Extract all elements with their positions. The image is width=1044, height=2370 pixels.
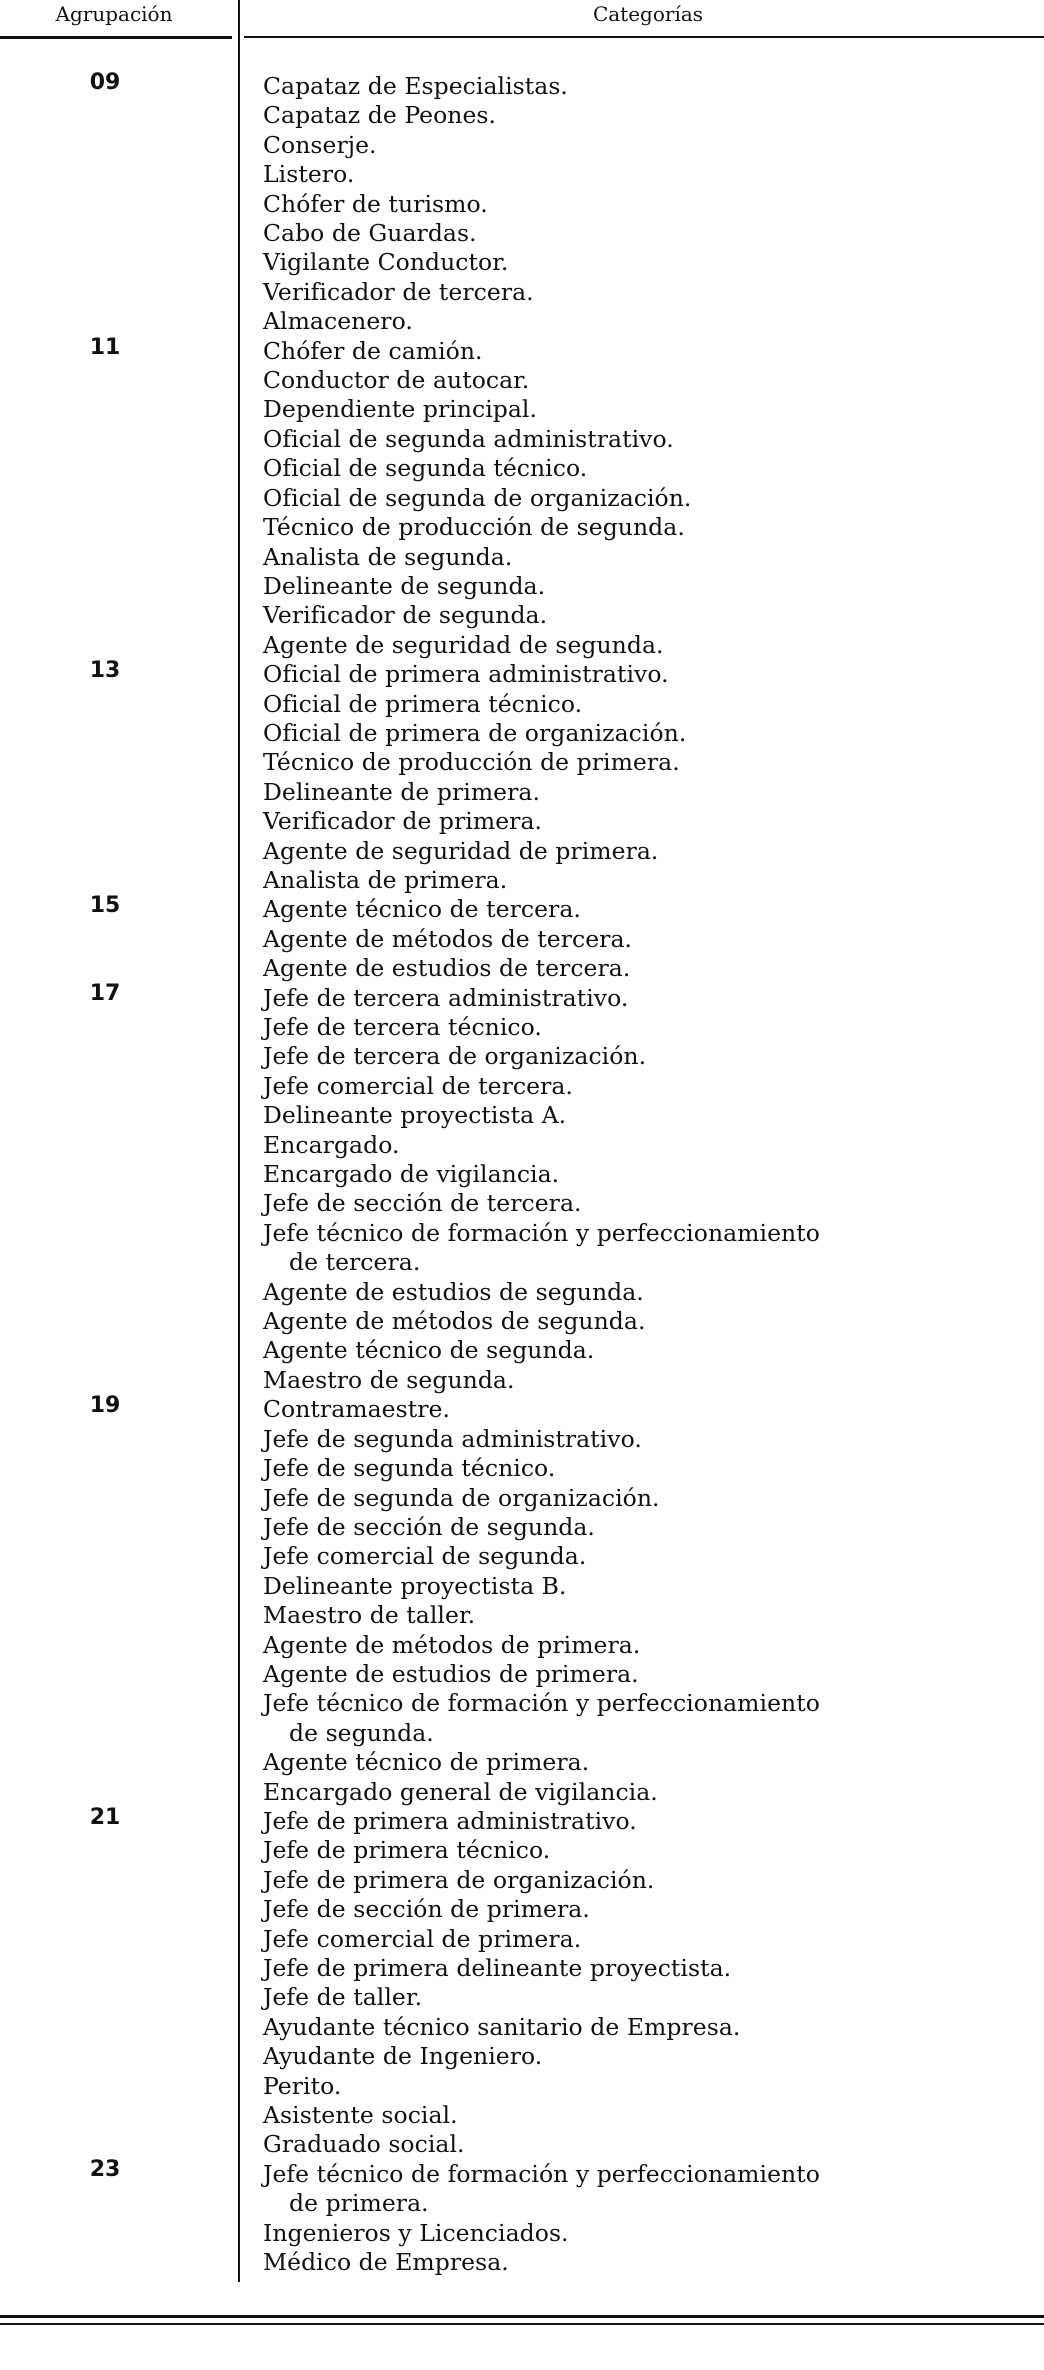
category-item: Agente de seguridad de primera.	[263, 836, 659, 865]
category-item: Maestro de segunda.	[263, 1365, 515, 1394]
category-item: Delineante proyectista B.	[263, 1571, 567, 1600]
category-item: Graduado social.	[263, 2130, 465, 2159]
category-item: Jefe técnico de formación y perfeccionamiento	[263, 1689, 820, 1718]
category-item: Jefe comercial de tercera.	[263, 1071, 573, 1100]
category-item: Oficial de segunda administrativo.	[263, 424, 674, 453]
category-item: Analista de segunda.	[263, 542, 513, 571]
category-item: Agente de métodos de primera.	[263, 1630, 641, 1659]
footer-rule-thick	[0, 2315, 1044, 2318]
group-code: 17	[89, 981, 121, 1007]
category-item: Contramaestre.	[263, 1395, 450, 1424]
category-item: Perito.	[263, 2071, 342, 2100]
header-agrupacion: Agrupación	[55, 2, 173, 26]
category-item: Jefe técnico de formación y perfeccionamiento	[263, 2159, 820, 2188]
category-item: Jefe de tercera técnico.	[263, 1013, 542, 1041]
group-code: 21	[89, 1804, 121, 1830]
category-item: Agente de métodos de segunda.	[263, 1307, 646, 1336]
category-item: Jefe de tercera administrativo.	[263, 983, 629, 1012]
group-code: 15	[89, 893, 121, 919]
category-item: Oficial de primera técnico.	[263, 689, 583, 718]
category-item: Agente técnico de tercera.	[263, 895, 581, 924]
group-code: 23	[89, 2157, 121, 2183]
category-item: Jefe de primera técnico.	[263, 1836, 551, 1865]
category-item: Jefe de taller.	[263, 1983, 423, 2012]
category-item: Agente de estudios de segunda.	[263, 1277, 644, 1306]
category-item: Oficial de primera administrativo.	[263, 660, 669, 689]
category-item: Encargado de vigilancia.	[263, 1160, 560, 1189]
category-item: Jefe de primera administrativo.	[263, 1806, 637, 1835]
footer-rule-thin	[0, 2323, 1044, 2325]
category-item: Jefe de sección de primera.	[263, 1895, 590, 1924]
group-code: 11	[89, 334, 121, 360]
category-item: Cabo de Guardas.	[263, 219, 477, 248]
category-item: de tercera.	[289, 1248, 421, 1277]
category-item: Maestro de taller.	[263, 1601, 476, 1630]
category-item: Verificador de tercera.	[263, 277, 534, 306]
category-item: Asistente social.	[263, 2101, 458, 2130]
category-item: de segunda.	[289, 1718, 434, 1747]
category-item: Jefe de segunda técnico.	[263, 1454, 556, 1483]
category-item: Jefe de sección de segunda.	[263, 1512, 595, 1541]
category-item: Técnico de producción de primera.	[263, 748, 680, 777]
category-item: Delineante proyectista A.	[263, 1101, 567, 1130]
category-item: Ayudante de Ingeniero.	[263, 2042, 543, 2071]
category-item: Capataz de Peones.	[263, 101, 497, 130]
category-item: Conductor de autocar.	[263, 366, 530, 395]
category-item: Encargado general de vigilancia.	[263, 1777, 658, 1806]
category-item: Analista de primera.	[263, 865, 508, 894]
category-item: Médico de Empresa.	[263, 2248, 509, 2277]
header-rule-right	[244, 36, 1044, 38]
category-item: Oficial de segunda de organización.	[263, 483, 692, 512]
category-item: de primera.	[289, 2189, 429, 2218]
category-item: Jefe de primera de organización.	[263, 1865, 655, 1894]
category-item: Agente técnico de segunda.	[263, 1336, 595, 1365]
categorias-list	[263, 72, 1039, 2277]
category-item: Almacenero.	[263, 307, 413, 336]
category-item: Verificador de primera.	[263, 807, 543, 836]
category-item: Encargado.	[263, 1130, 400, 1159]
category-item: Vigilante Conductor.	[263, 248, 509, 277]
category-item: Agente técnico de primera.	[263, 1748, 590, 1777]
category-item: Delineante de segunda.	[263, 571, 546, 600]
category-item: Jefe comercial de primera.	[263, 1924, 582, 1953]
group-code: 13	[89, 658, 121, 683]
group-code: 19	[89, 1393, 121, 1418]
category-item: Jefe comercial de segunda.	[263, 1542, 587, 1571]
group-code: 09	[89, 70, 121, 95]
category-item: Agente de métodos de tercera.	[263, 924, 633, 953]
category-item: Capataz de Especialistas.	[263, 72, 568, 100]
category-item: Jefe de segunda de organización.	[263, 1483, 660, 1512]
category-item: Jefe técnico de formación y perfeccionamiento	[263, 1218, 820, 1247]
category-item: Oficial de segunda técnico.	[263, 454, 588, 483]
category-item: Chófer de turismo.	[263, 189, 488, 218]
category-item: Listero.	[263, 160, 355, 189]
category-item: Chófer de camión.	[263, 336, 483, 365]
category-item: Agente de estudios de tercera.	[263, 954, 631, 983]
header-rule-left	[0, 36, 232, 39]
category-item: Ayudante técnico sanitario de Empresa.	[263, 2012, 741, 2041]
header-categorias: Categorías	[592, 2, 704, 26]
category-item: Verificador de segunda.	[263, 601, 548, 630]
category-item: Jefe de segunda administrativo.	[263, 1424, 642, 1453]
category-item: Agente de estudios de primera.	[263, 1659, 639, 1688]
category-item: Ingenieros y Licenciados.	[263, 2218, 569, 2247]
category-item: Conserje.	[263, 130, 377, 159]
category-item: Jefe de primera delineante proyectista.	[263, 1954, 732, 1982]
category-item: Dependiente principal.	[263, 395, 538, 424]
category-item: Técnico de producción de segunda.	[263, 513, 685, 542]
category-item: Agente de seguridad de segunda.	[263, 630, 664, 659]
category-item: Jefe de tercera de organización.	[263, 1042, 647, 1071]
category-item: Jefe de sección de tercera.	[263, 1189, 582, 1218]
category-item: Oficial de primera de organización.	[263, 718, 687, 747]
column-divider	[238, 0, 240, 2282]
category-item: Delineante de primera.	[263, 777, 541, 806]
